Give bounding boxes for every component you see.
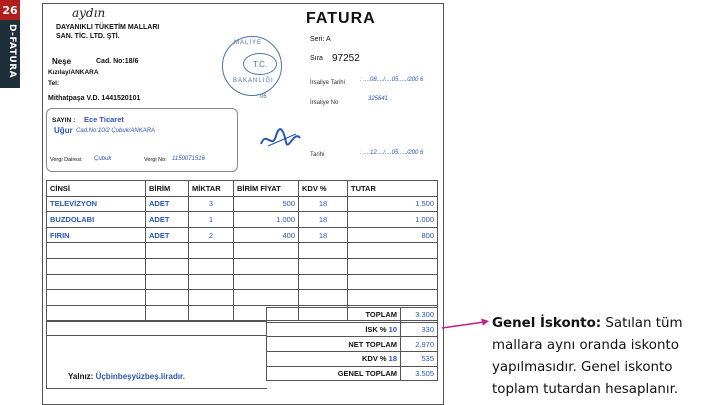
totals-table — [266, 307, 438, 381]
col-header-fiyat: BİRİM FİYAT — [234, 181, 299, 197]
vat-label: KDV % 18 — [267, 352, 401, 367]
vat-value: 535 — [401, 352, 438, 367]
irsaliye-date-label: İrsaliye Tarihi — [310, 80, 345, 86]
seller-tax: Mithatpaşa V.D. 1441520101 — [48, 95, 141, 102]
grand-total-label: GENEL TOPLAM — [267, 366, 401, 381]
vat-row — [267, 352, 438, 367]
table-row — [47, 196, 438, 212]
cell-fiyat: 1.000 — [234, 212, 299, 228]
discount-note — [492, 313, 714, 401]
discount-label: İSK % 10 — [267, 322, 401, 337]
amount-in-words — [68, 372, 185, 381]
invoice-title: FATURA — [306, 10, 376, 27]
invoice-sira-value: 97252 — [332, 53, 360, 64]
amount-in-words-value: Üçbinbeşyüzbeş.liradır. — [95, 372, 185, 381]
items-table — [46, 180, 438, 321]
net-total-label: NET TOPLAM — [267, 337, 401, 352]
cell-cinsi: FIRIN — [47, 227, 146, 243]
seal-center-text: T.C. — [243, 53, 277, 75]
table-row-empty — [47, 243, 438, 259]
grand-total-row — [267, 366, 438, 381]
table-row-empty — [47, 274, 438, 290]
discount-rate: 10 — [388, 325, 397, 335]
col-header-miktar: MİKTAR — [189, 181, 234, 197]
section-label: D-FATURA — [7, 24, 17, 79]
seal-number: 06 — [260, 94, 267, 100]
cell-miktar: 1 — [189, 212, 234, 228]
discount-value: 330 — [401, 322, 438, 337]
cell-kdv: 18 — [299, 227, 348, 243]
customer-sayin-label: SAYIN : — [52, 117, 76, 124]
note-text: Satılan tüm mallara aynı oranda iskonto yapılmasıdır. Genel iskonto toplam tutardan hesaplanır. — [492, 316, 683, 397]
total-value: 3.300 — [401, 308, 438, 323]
cell-kdv: 18 — [299, 212, 348, 228]
cell-miktar: 3 — [189, 196, 234, 212]
col-header-cinsi: CİNSİ — [47, 181, 146, 197]
customer-tax-no-label: Vergi No: — [144, 157, 167, 163]
cell-birim: ADET — [146, 212, 189, 228]
customer-tax-office: Çubuk — [94, 156, 112, 162]
cell-fiyat: 400 — [234, 227, 299, 243]
grand-total-value: 3.505 — [401, 366, 438, 381]
customer-address: Cad.No:10/2 Çubuk/ANKARA — [76, 128, 156, 134]
invoice-seri: Seri: A — [310, 36, 331, 43]
seller-address: Cad. No:18/6 — [96, 58, 139, 65]
cell-kdv: 18 — [299, 196, 348, 212]
cell-tutar: 1.500 — [348, 196, 438, 212]
irsaliye-no-label: İrsaliye No — [310, 100, 339, 106]
customer-person: Uğur — [54, 126, 73, 135]
discount-row — [267, 322, 438, 337]
seller-line2: SAN. TİC. LTD. ŞTİ. — [56, 33, 120, 40]
seller-tel: Tel: — [48, 80, 60, 87]
seal-bottom-text: BAKANLIĞI — [233, 78, 274, 84]
cell-tutar: 1.000 — [348, 212, 438, 228]
invoice-date-label: Tarihi — [310, 152, 325, 158]
cell-birim: ADET — [146, 196, 189, 212]
col-header-kdv: KDV % — [299, 181, 348, 197]
seller-brand: Neşe — [52, 57, 72, 66]
irsaliye-no-value: 325641 — [368, 96, 389, 102]
seller-line1: DAYANIKLI TÜKETİM MALLARI — [56, 24, 160, 31]
cell-birim: ADET — [146, 227, 189, 243]
net-total-row — [267, 337, 438, 352]
total-row — [267, 308, 438, 323]
customer-tax-no: 1150071516 — [172, 156, 205, 162]
seller-logo: aydın — [72, 6, 106, 20]
net-total-value: 2.970 — [401, 337, 438, 352]
page-number: 26 — [0, 0, 20, 20]
invoice-sira-label: Sıra — [310, 55, 323, 62]
table-divider — [46, 321, 266, 322]
customer-tax-office-label: Vergi Dairesi: — [50, 157, 83, 163]
col-header-birim: BİRİM — [146, 181, 189, 197]
table-row-empty — [47, 290, 438, 306]
cell-fiyat: 500 — [234, 196, 299, 212]
cell-miktar: 2 — [189, 227, 234, 243]
seller-city: Kızılay/ANKARA — [48, 69, 99, 76]
table-row-empty — [47, 258, 438, 274]
total-label: TOPLAM — [267, 308, 401, 323]
pointer-arrow-icon — [440, 317, 490, 331]
table-row — [47, 227, 438, 243]
invoice-date-value: : ....12..../....05...../200 6 — [360, 150, 424, 156]
seal-top-text: MALİYE — [234, 40, 263, 46]
note-term: Genel İskonto: — [492, 316, 602, 331]
signature — [258, 128, 304, 154]
table-row — [47, 212, 438, 228]
vat-rate: 18 — [388, 354, 397, 364]
irsaliye-date-value: : ....08..../....05...../200 6 — [360, 77, 424, 83]
cell-cinsi: TELEVİZYON — [47, 196, 146, 212]
amount-in-words-label: Yalnız: — [68, 372, 94, 381]
customer-name: Ece Ticaret — [84, 115, 124, 124]
table-divider — [46, 335, 266, 336]
cell-cinsi: BUZDOLABI — [47, 212, 146, 228]
col-header-tutar: TUTAR — [348, 181, 438, 197]
cell-tutar: 800 — [348, 227, 438, 243]
